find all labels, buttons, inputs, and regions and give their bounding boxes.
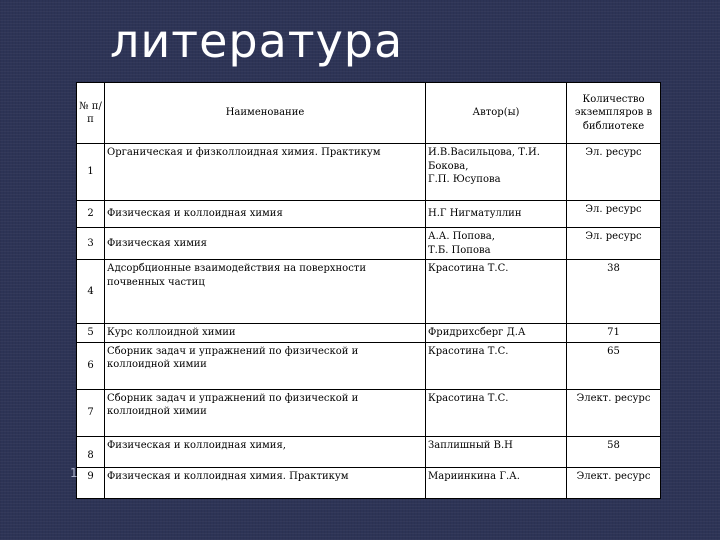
row-author bbox=[426, 201, 567, 228]
row-title: Физическая химия bbox=[105, 228, 426, 260]
row-author bbox=[426, 467, 567, 498]
row-number: 6 bbox=[77, 342, 105, 389]
author-line: Н.Г Нигматуллин bbox=[428, 208, 522, 220]
table-row bbox=[77, 342, 661, 389]
author-line: Красотина Т.С. bbox=[428, 263, 509, 274]
author-line: Мариинкина Г.А. bbox=[428, 470, 520, 482]
row-copies: 38 bbox=[567, 260, 661, 324]
row-number: 1 bbox=[77, 144, 105, 201]
row-number: 8 bbox=[77, 436, 105, 467]
row-copies: 65 bbox=[567, 342, 661, 389]
row-author bbox=[426, 342, 567, 389]
table-row bbox=[77, 260, 661, 324]
table-row bbox=[77, 389, 661, 436]
row-author bbox=[426, 324, 567, 343]
row-title: Сборник задач и упражнений по физической и коллоидной химии bbox=[105, 342, 426, 389]
author-line: Красотина Т.С. bbox=[428, 345, 509, 357]
row-author bbox=[426, 260, 567, 324]
row-author bbox=[426, 436, 567, 467]
row-copies: Эл. ресурс bbox=[567, 201, 661, 228]
header-copies: Количество экземпляров в библиотеке bbox=[567, 83, 661, 144]
row-author bbox=[426, 389, 567, 436]
table-row bbox=[77, 201, 661, 228]
author-line: Г.П. Юсупова bbox=[428, 174, 501, 185]
row-title: Физическая и коллоидная химия bbox=[105, 201, 426, 228]
author-line: И.В.Васильцова, Т.И. bbox=[428, 147, 540, 158]
row-copies: Эл. ресурс bbox=[567, 144, 661, 201]
table-header-row bbox=[77, 83, 661, 144]
row-title: Органическая и физколлоидная химия. Практикум bbox=[105, 144, 426, 201]
row-number: 4 bbox=[77, 260, 105, 324]
row-number: 7 bbox=[77, 389, 105, 436]
row-title: Физическая и коллоидная химия. Практикум bbox=[105, 467, 426, 498]
table-row bbox=[77, 144, 661, 201]
author-line: А.А. Попова, bbox=[428, 231, 495, 242]
row-title: Сборник задач и упражнений по физической и коллоидной химии bbox=[105, 389, 426, 436]
row-author bbox=[426, 144, 567, 201]
table-row bbox=[77, 436, 661, 467]
header-number: № п/п bbox=[77, 83, 105, 144]
header-name: Наименование bbox=[105, 83, 426, 144]
row-author bbox=[426, 228, 567, 260]
author-line: Красотина Т.С. bbox=[428, 392, 509, 404]
author-line: Т.Б. Попова bbox=[428, 244, 491, 256]
author-line: Заплишный В.Н bbox=[428, 439, 513, 451]
row-number: 5 bbox=[77, 324, 105, 343]
table-row bbox=[77, 324, 661, 343]
row-copies: 58 bbox=[567, 436, 661, 467]
row-number: 2 bbox=[77, 201, 105, 228]
author-line: Фридрихсберг Д.А bbox=[428, 327, 526, 338]
author-line: Бокова, bbox=[428, 160, 469, 172]
row-number: 9 bbox=[77, 467, 105, 498]
row-copies: Эл. ресурс bbox=[567, 228, 661, 260]
slide-title: литература bbox=[110, 14, 404, 68]
row-copies: Элект. ресурс bbox=[567, 467, 661, 498]
row-title: Физическая и коллоидная химия, bbox=[105, 436, 426, 467]
header-author: Автор(ы) bbox=[426, 83, 567, 144]
row-number: 3 bbox=[77, 228, 105, 260]
literature-table bbox=[76, 82, 661, 499]
table-row bbox=[77, 467, 661, 498]
row-title: Курс коллоидной химии bbox=[105, 324, 426, 343]
row-title: Адсорбционные взаимодействия на поверхности почвенных частиц bbox=[105, 260, 426, 324]
slide-number-marker: 1 bbox=[70, 466, 78, 480]
row-copies: Элект. ресурс bbox=[567, 389, 661, 436]
row-copies: 71 bbox=[567, 324, 661, 343]
table-row bbox=[77, 228, 661, 260]
